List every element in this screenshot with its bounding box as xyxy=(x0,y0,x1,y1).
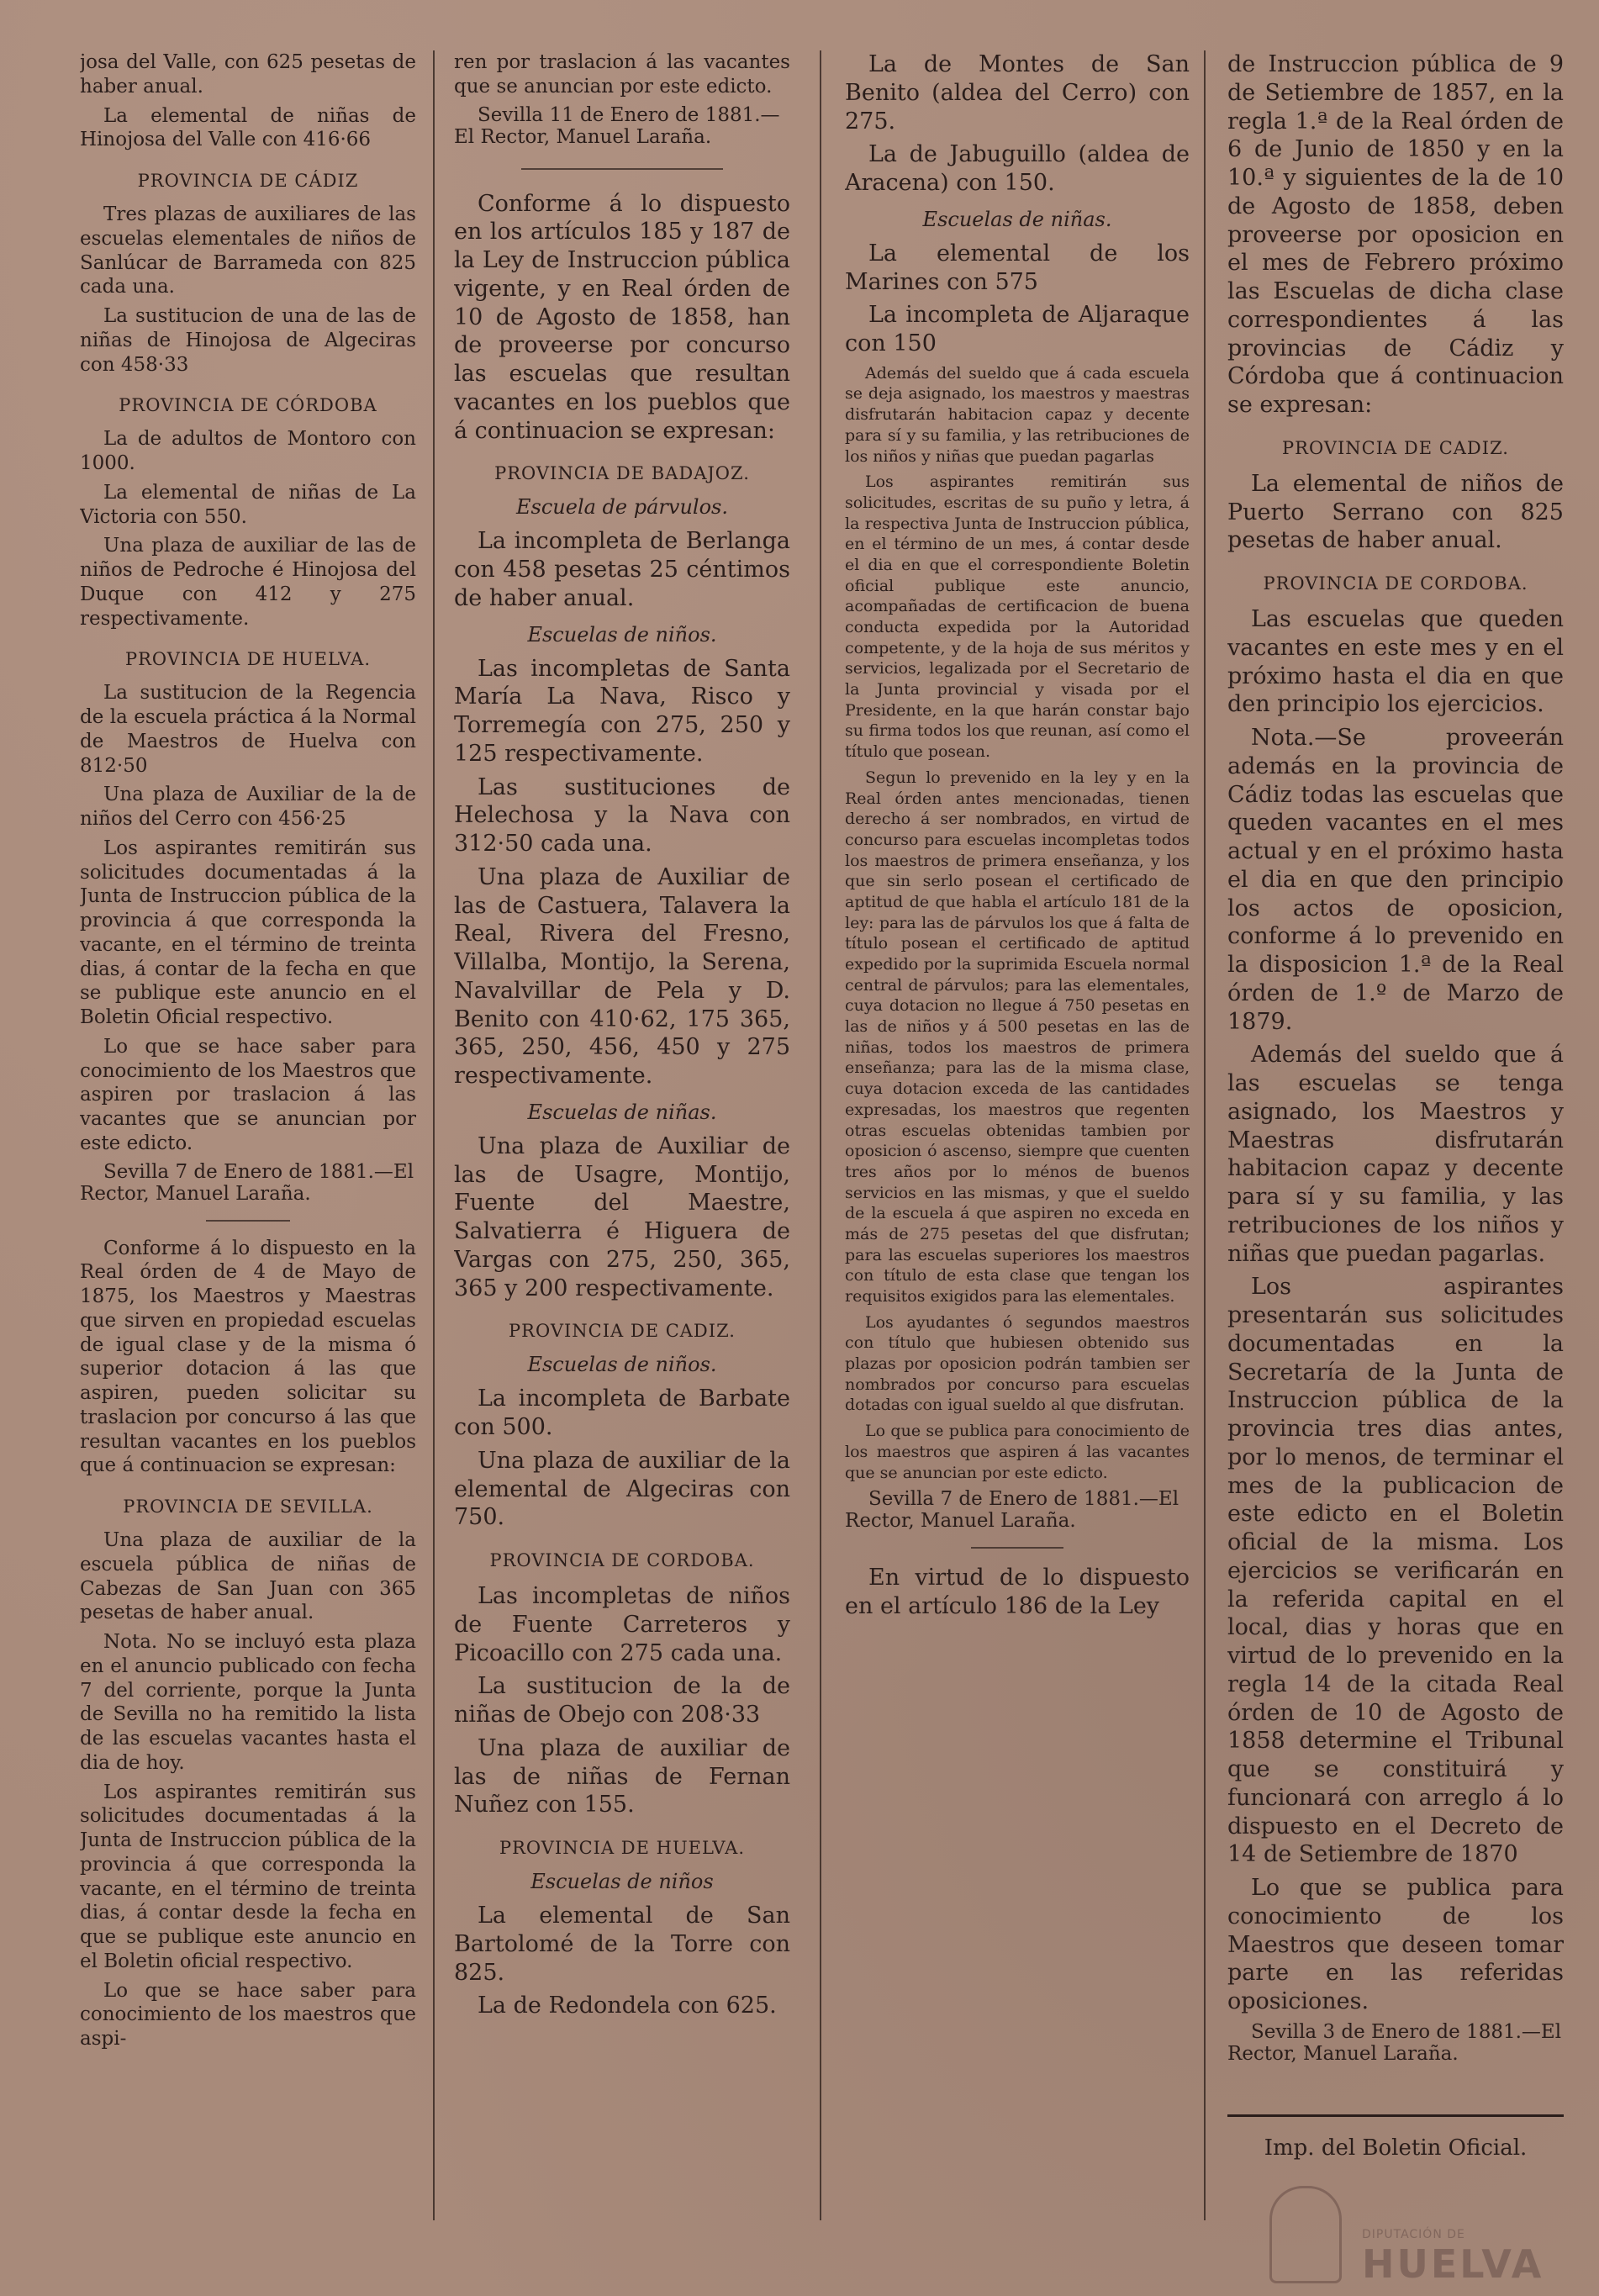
paragraph: Las sustituciones de Helechosa y la Nava con 312·50 cada una. xyxy=(454,773,790,857)
paragraph: Los aspirantes presentarán sus solicitudes documentadas en la Secretaría de la Junta de Instruccion pública de la provincia tres dias antes, por lo menos, de terminar el mes de la publicacion de este edicto en el Boletin oficial de la misma. Los ejercicios se verificarán en la referida capital en el local, dias y horas que en virtud de lo prevenido en la regla 14 de la citada Real órden de 10 de Agosto de 1858 determine el Tribunal que se constituirá y funcionará con arreglo á lo dispuesto en el Decreto de 14 de Setiembre de 1870 xyxy=(1227,1274,1564,1868)
paragraph: Una plaza de Auxiliar de la de niños del Cerro con 456·25 xyxy=(80,784,416,830)
paragraph: Las incompletas de niños de Fuente Carreteros y Picoacillo con 275 cada una. xyxy=(454,1583,790,1666)
separator xyxy=(521,168,723,170)
paragraph: La de Redondela con 625. xyxy=(478,1993,777,2019)
watermark xyxy=(1362,2228,1555,2287)
paragraph: Una plaza de auxiliar de las de niños de Pedroche é Hinojosa del Duque con 412 y 275 respectivamente. xyxy=(80,535,416,630)
section-heading: PROVINCIA DE CADIZ. xyxy=(1282,437,1509,458)
coat-of-arms-icon xyxy=(1269,2186,1342,2283)
paragraph: En virtud de lo dispuesto en el artículo 186 de la Ley xyxy=(845,1565,1190,1619)
section-heading: PROVINCIA DE BADAJOZ. xyxy=(494,463,750,484)
column-4 xyxy=(1227,50,1564,2279)
paragraph: La incompleta de Barbate con 500. xyxy=(454,1386,790,1440)
paragraph: Conforme á lo dispuesto en la Real órden de 4 de Mayo de 1875, los Maestros y Maestras que sirven en propiedad escuelas de igual clase y de la misma ó superior dotacion á las que aspiren, pueden solicitar su traslacion por concurso á las que resultan vacantes en los pueblos que á continuacion se expresan: xyxy=(80,1237,416,1477)
paragraph: La de Jabuguillo (aldea de Aracena) con 150. xyxy=(845,141,1190,196)
signature: Sevilla 7 de Enero de 1881.—El Rector, Manuel Laraña. xyxy=(80,1160,414,1205)
paragraph: Una plaza de auxiliar de la escuela pública de niñas de Cabezas de San Juan con 365 pesetas de haber anual. xyxy=(80,1529,416,1624)
subsection-heading: Escuelas de niños xyxy=(530,1870,714,1893)
paragraph: Lo que se hace saber para conocimiento de los Maestros que aspiren por traslacion á las vacantes que se anuncian por este edicto. xyxy=(80,1035,416,1154)
column-1 xyxy=(80,50,416,2279)
paragraph: Las incompletas de Santa María La Nava, Risco y Torremegía con 275, 250 y 125 respectivamente. xyxy=(454,655,790,767)
paragraph: Lo que se hace saber para conocimiento de los maestros que aspi- xyxy=(80,1979,416,2050)
signature: Sevilla 7 de Enero de 1881.—El Rector, Manuel Laraña. xyxy=(845,1488,1179,1533)
paragraph: Una plaza de Auxiliar de las de Castuera, Talavera la Real, Rivera del Fresno, Villalba, Montijo, la Serena, Navalvillar de Pela y D. Benito con 410·62, 175 365, 365, 250, 456, 450 y 275 respectivamente. xyxy=(454,863,790,1089)
paragraph: Una plaza de Auxiliar de las de Usagre, Montijo, Fuente del Maestre, Salvatierra é Higuera de Vargas con 275, 250, 365, 365 y 200 respectivamente. xyxy=(454,1132,790,1301)
footer-rule xyxy=(1227,2114,1564,2117)
paragraph: La elemental de niños de Puerto Serrano con 825 pesetas de haber anual. xyxy=(1227,470,1564,554)
subsection-heading: Escuelas de niñas. xyxy=(922,207,1112,231)
subsection-heading: Escuelas de niñas. xyxy=(527,1100,717,1124)
column-rule xyxy=(820,50,821,2220)
paragraph: Los aspirantes remitirán sus solicitudes documentadas á la Junta de Instruccion pública de la provincia á que corresponda la vacante, en el término de treinta dias, á contar de la fecha en que se publique este anuncio en el Boletin Oficial respectivo. xyxy=(80,837,416,1028)
signature: Sevilla 11 de Enero de 1881.—El Rector, Manuel Laraña. xyxy=(454,103,780,148)
separator xyxy=(206,1220,290,1222)
paragraph: Nota.—Se proveerán además en la provincia de Cádiz todas las escuelas que queden vacantes en el mes actual y en el próximo hasta el dia en que den principio los actos de oposicion, conforme á lo prevenido en la disposicion 1.ª de la Real órden de 1.º de Marzo de 1879. xyxy=(1227,725,1564,1035)
column-2 xyxy=(454,50,790,2279)
paragraph: Los aspirantes remitirán sus solicitudes, escritas de su puño y letra, á la respectiva Junta de Instruccion pública, en el término de un mes, á contar desde el dia en que el correspondiente Boletin oficial publique este anuncio, acompañadas de certificacion de buena conducta expedida por la Autoridad competente, y de la hoja de sus méritos y servicios, legalizada por el Secretario de la Junta provincial y visada por el Presidente, en la que harán constar bajo su firma todos los que reunan, así como el título que posean. xyxy=(845,472,1190,762)
watermark-text: HUELVA xyxy=(1362,2241,1544,2287)
column-3 xyxy=(845,50,1190,2279)
column-rule xyxy=(1204,50,1206,2220)
paragraph: Conforme á lo dispuesto en los artículos 185 y 187 de la Ley de Instruccion pública vigente, y en Real órden de 10 de Agosto de 1858, han de proveerse por concurso las escuelas que resultan vacantes en los pueblos que á continuacion se expresan: xyxy=(454,190,790,444)
paragraph: Además del sueldo que á las escuelas se tenga asignado, los Maestros y Maestras disfrutarán habitacion capaz y decente para sí y su familia, y las retribuciones de los niños y niñas que puedan pagarlas. xyxy=(1227,1042,1564,1267)
paragraph: Tres plazas de auxiliares de las escuelas elementales de niños de Sanlúcar de Barrameda con 825 cada una. xyxy=(80,203,416,298)
paragraph: Los aspirantes remitirán sus solicitudes documentadas á la Junta de Instruccion pública de la provincia á que corresponda la vacante, en el término de treinta dias, á contar desde la fecha en que se publique este anuncio en el Boletin oficial respectivo. xyxy=(80,1781,416,1972)
section-heading: PROVINCIA DE HUELVA. xyxy=(499,1838,746,1858)
paragraph: La sustitucion de una de las de niñas de Hinojosa de Algeciras con 458·33 xyxy=(80,305,416,376)
imprint: Imp. del Boletin Oficial. xyxy=(1264,2135,1528,2161)
paragraph: Lo que se publica para conocimiento de los Maestros que deseen tomar parte en las referidas oposiciones. xyxy=(1227,1875,1564,2014)
subsection-heading: Escuelas de niños. xyxy=(527,1353,717,1377)
section-heading: PROVINCIA DE CORDOBA. xyxy=(1263,573,1528,594)
paragraph: La incompleta de Aljaraque con 150 xyxy=(845,302,1190,356)
paragraph: La de adultos de Montoro con 1000. xyxy=(80,428,416,474)
column-rule xyxy=(433,50,435,2220)
paragraph: La sustitucion de la de niñas de Obejo con 208·33 xyxy=(454,1673,790,1728)
separator xyxy=(971,1547,1063,1549)
subsection-heading: Escuela de párvulos. xyxy=(516,495,728,520)
paragraph: Segun lo prevenido en la ley y en la Real órden antes mencionadas, tienen derecho á ser nombrados, en virtud de concurso para escuelas incompletas todos los maestros de primera enseñanza, y los que sin serlo posean el certificado de aptitud de que habla el artículo 181 de la ley: para las de párvulos los que á falta de título posean el certificado de aptitud expedido por la suprimida Escuela normal central de párvulos; para las elementales, cuya dotacion no llegue á 750 pesetas en las de niños y á 500 pesetas en las de niñas, todos los maestros de primera enseñanza; para las de la misma clase, cuya dotacion exceda de las cantidades expresadas, los maestros que regenten otras escuelas obtenidas tambien por oposicion ó ascenso, siempre que cuenten tres años por lo ménos de buenos servicios en las mismas, y que el sueldo de la escuela á que aspiren no exceda en más de 275 pesetas del que disfrutan; para las escuelas superiores los maestros con título de esta clase que tengan los requisitos exigidos para las elementales. xyxy=(845,768,1190,1306)
paragraph: Los ayudantes ó segundos maestros con título que hubiesen obtenido sus plazas por oposicion podrán tambien ser nombrados por concurso para escuelas dotadas con igual sueldo al que disfrutan. xyxy=(845,1312,1190,1415)
section-heading: PROVINCIA DE CADIZ. xyxy=(509,1321,736,1342)
paragraph: La de Montes de San Benito (aldea del Cerro) con 275. xyxy=(845,51,1190,135)
paragraph: Lo que se publica para conocimiento de los maestros que aspiren á las vacantes que se anuncian por este edicto. xyxy=(845,1422,1190,1482)
section-heading: PROVINCIA DE SEVILLA. xyxy=(123,1496,373,1517)
paragraph: Una plaza de auxiliar de la elemental de Algeciras con 750. xyxy=(454,1447,790,1531)
paragraph: ren por traslacion á las vacantes que se anuncian por este edicto. xyxy=(454,51,790,98)
paragraph: La elemental de San Bartolomé de la Torre con 825. xyxy=(454,1903,790,1986)
paragraph: La elemental de los Marines con 575 xyxy=(845,240,1190,295)
paragraph: Una plaza de auxiliar de las de niñas de Fernan Nuñez con 155. xyxy=(454,1734,790,1818)
paragraph: Nota. No se incluyó esta plaza en el anuncio publicado con fecha 7 del corriente, porque la Junta de Sevilla no ha remitido la lista de las escuelas vacantes hasta el dia de hoy. xyxy=(80,1631,416,1774)
paragraph: de Instruccion pública de 9 de Setiembre de 1857, en la regla 1.ª de la Real órden de 6 de Junio de 1850 y en la 10.ª y siguientes de la de 10 de Agosto de 1858, deben proveerse por oposicion en el mes de Febrero próximo las Escuelas de dicha clase correspondientes á las provincias de Cádiz y Córdoba que á continuacion se expresan: xyxy=(1227,51,1564,418)
paragraph: La elemental de niñas de Hinojosa del Valle con 416·66 xyxy=(80,104,416,151)
paragraph: La incompleta de Berlanga con 458 pesetas 25 céntimos de haber anual. xyxy=(454,528,790,611)
watermark-top: DIPUTACIÓN DE xyxy=(1362,2228,1465,2241)
section-heading: PROVINCIA DE CÓRDOBA xyxy=(119,395,377,416)
paragraph: La sustitucion de la Regencia de la escuela práctica á la Normal de Maestros de Huelva con 812·50 xyxy=(80,682,416,777)
subsection-heading: Escuelas de niños. xyxy=(527,622,717,647)
section-heading: PROVINCIA DE CORDOBA. xyxy=(489,1550,755,1570)
section-heading: PROVINCIA DE CÁDIZ xyxy=(137,171,359,191)
paragraph: La elemental de niñas de La Victoria con 550. xyxy=(80,481,416,528)
paragraph: Las escuelas que queden vacantes en este mes y en el próximo hasta el dia en que den principio los ejercicios. xyxy=(1227,606,1564,718)
paragraph: josa del Valle, con 625 pesetas de haber anual. xyxy=(80,51,416,98)
section-heading: PROVINCIA DE HUELVA. xyxy=(124,649,372,670)
paragraph: Además del sueldo que á cada escuela se deja asignado, los maestros y maestras disfrutarán habitacion capaz y decente para sí y su familia, y las retribuciones de los niños y niñas que puedan pagarlas xyxy=(845,363,1190,466)
signature: Sevilla 3 de Enero de 1881.—El Rector, Manuel Laraña. xyxy=(1227,2020,1562,2065)
